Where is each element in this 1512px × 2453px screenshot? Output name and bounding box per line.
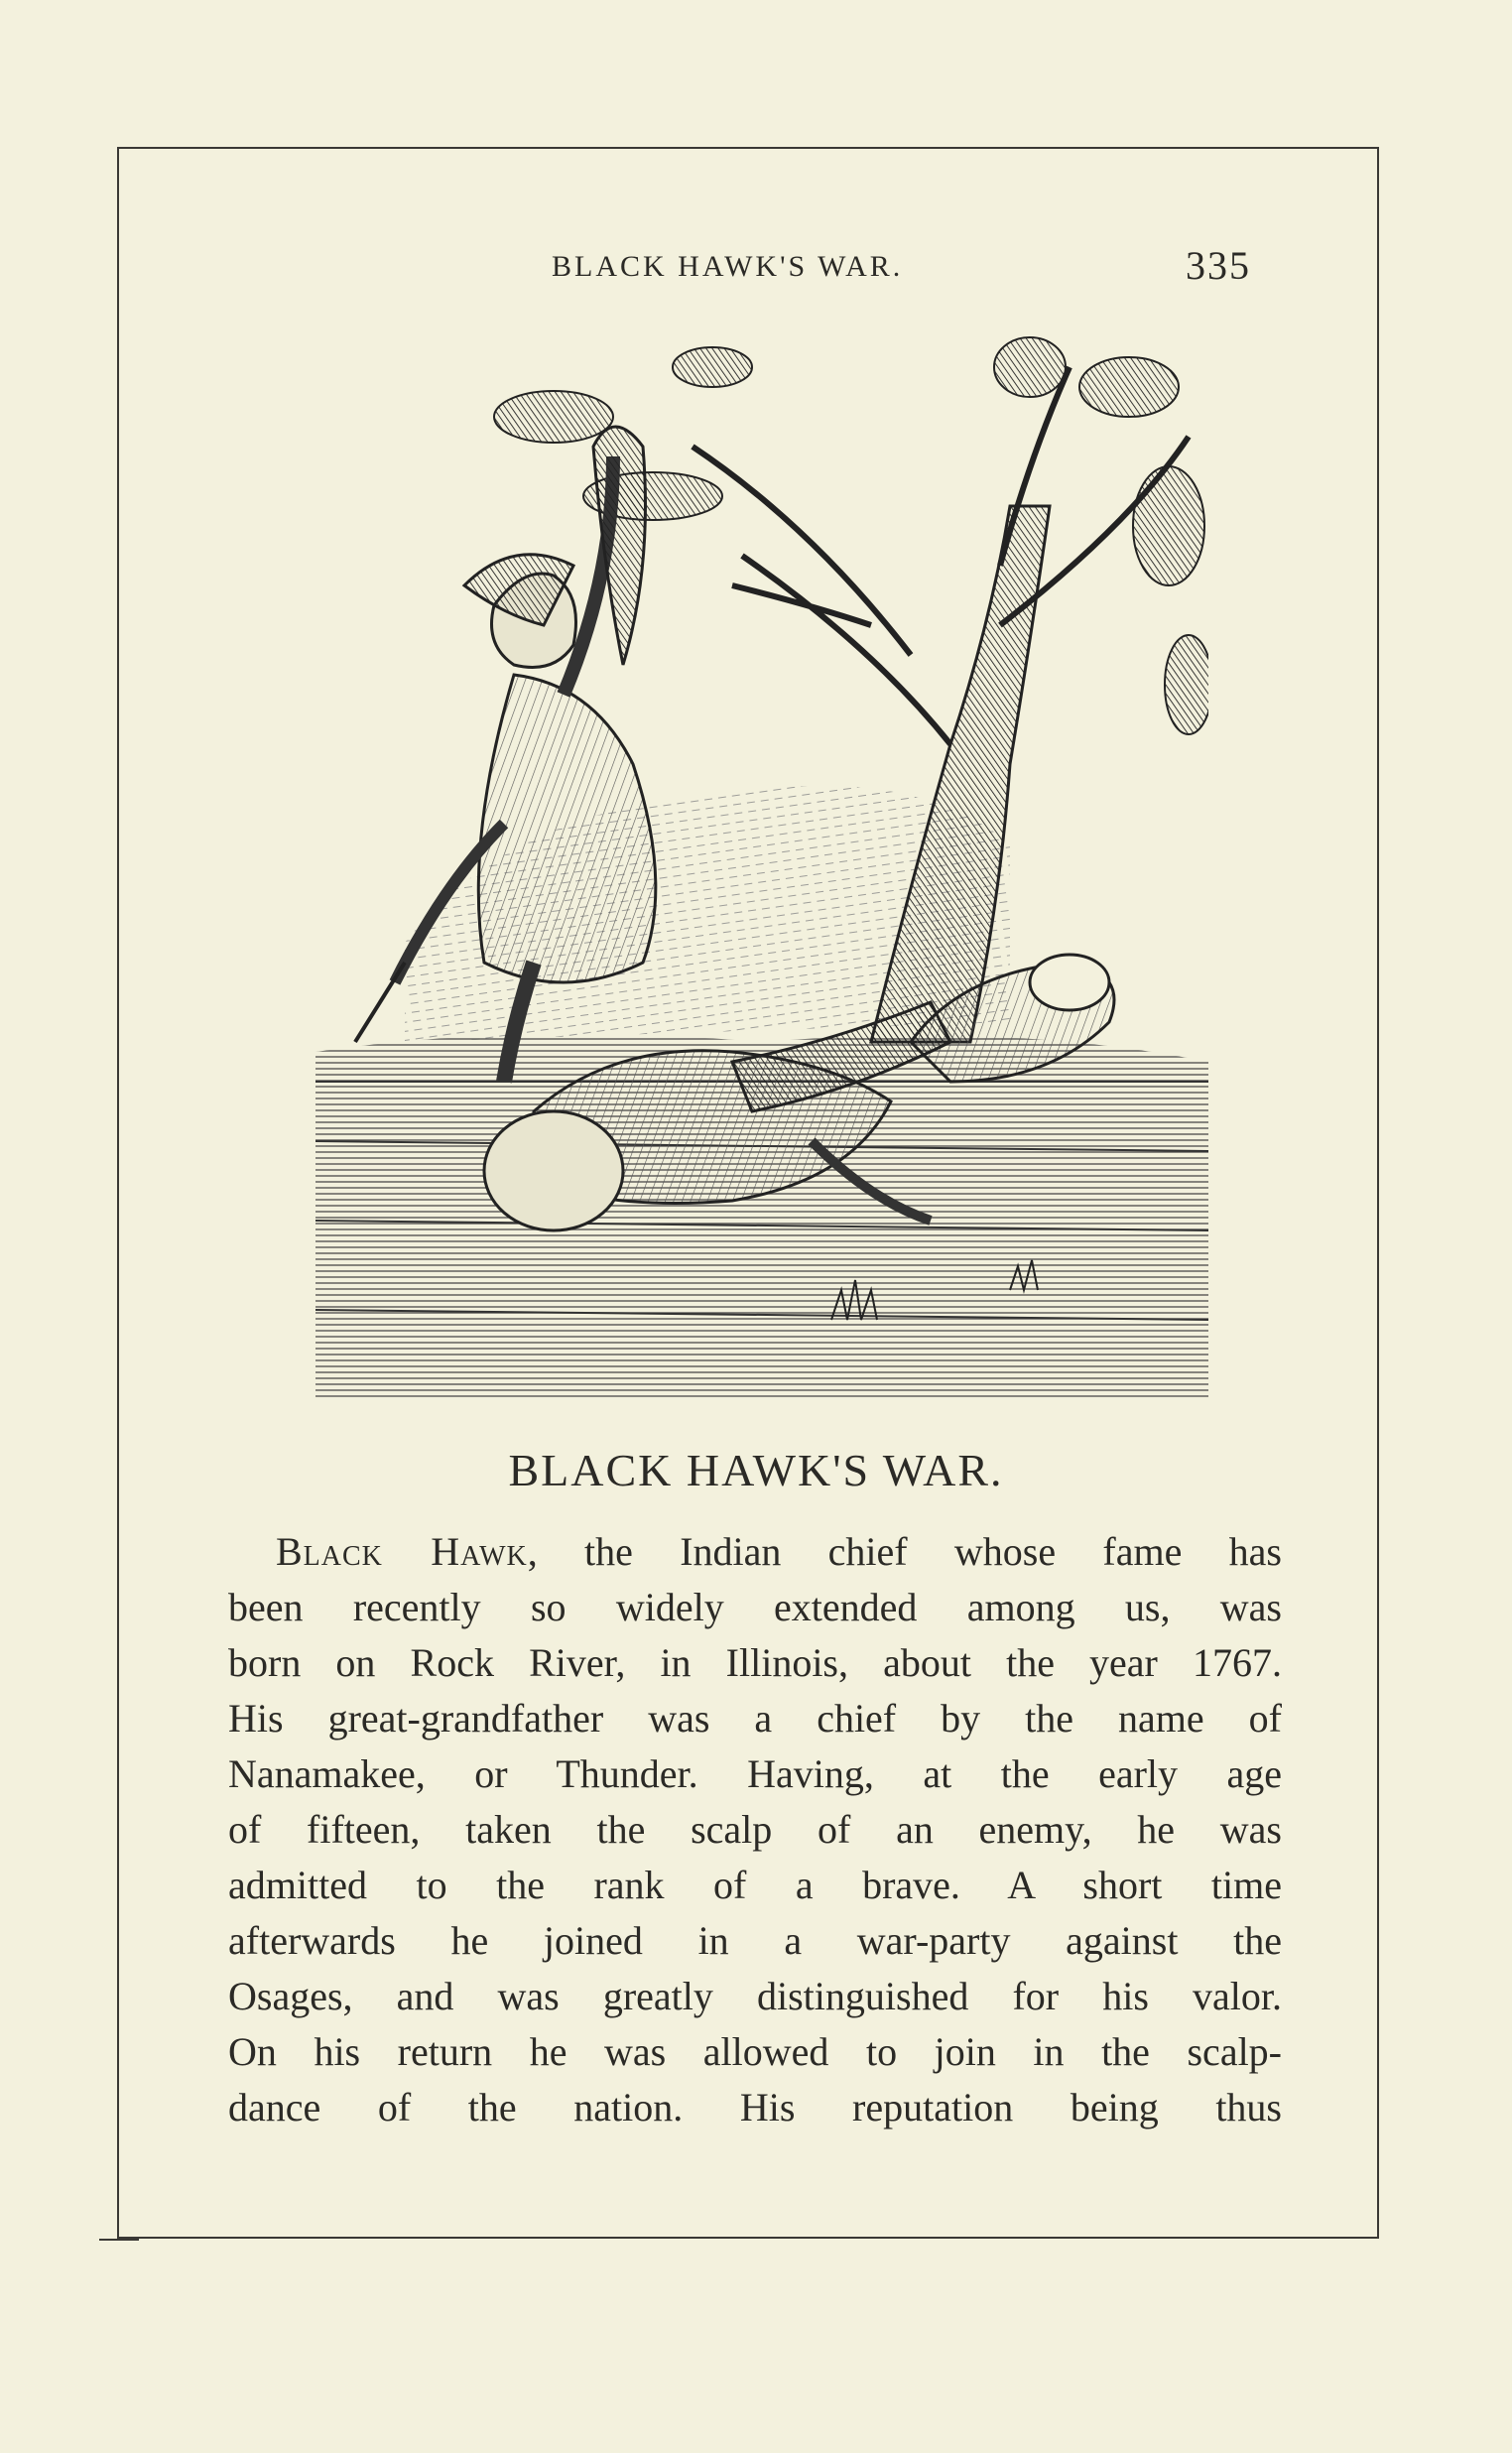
body-line-1 xyxy=(228,1524,1282,1580)
body-line-4: His great-grandfather was a chief by the name of xyxy=(228,1696,1282,1741)
body-line-9: Osages, and was greatly distinguished for his valor. xyxy=(228,1974,1282,2018)
engraving-illustration xyxy=(315,327,1208,1399)
running-head xyxy=(0,243,1512,288)
page-number: 335 xyxy=(1186,243,1251,288)
body-line-1-text: , the Indian chief whose fame has xyxy=(527,1529,1282,1574)
body-line-11: dance of the nation. His reputation being thus xyxy=(228,2085,1282,2130)
engraving-warrior-scalp-icon xyxy=(315,327,1208,1399)
body-line-3: born on Rock River, in Illinois, about the year 1767. xyxy=(228,1640,1282,1685)
chapter-title: BLACK HAWK'S WAR. xyxy=(508,1445,1004,1495)
body-text xyxy=(228,1524,1282,2135)
body-line-7: admitted to the rank of a brave. A short time xyxy=(228,1863,1282,1907)
running-head-title: BLACK HAWK'S WAR. xyxy=(552,250,904,283)
body-line-10: On his return he was allowed to join in the scalp- xyxy=(228,2029,1282,2074)
body-line-2: been recently so widely extended among us, was xyxy=(228,1585,1282,1629)
body-line-6: of fifteen, taken the scalp of an enemy, he was xyxy=(228,1807,1282,1852)
body-line-8: afterwards he joined in a war-party against the xyxy=(228,1918,1282,1963)
body-line-5: Nanamakee, or Thunder. Having, at the early age xyxy=(228,1751,1282,1796)
lead-name: Black Hawk xyxy=(276,1529,528,1574)
page-border-tail xyxy=(99,2239,139,2241)
